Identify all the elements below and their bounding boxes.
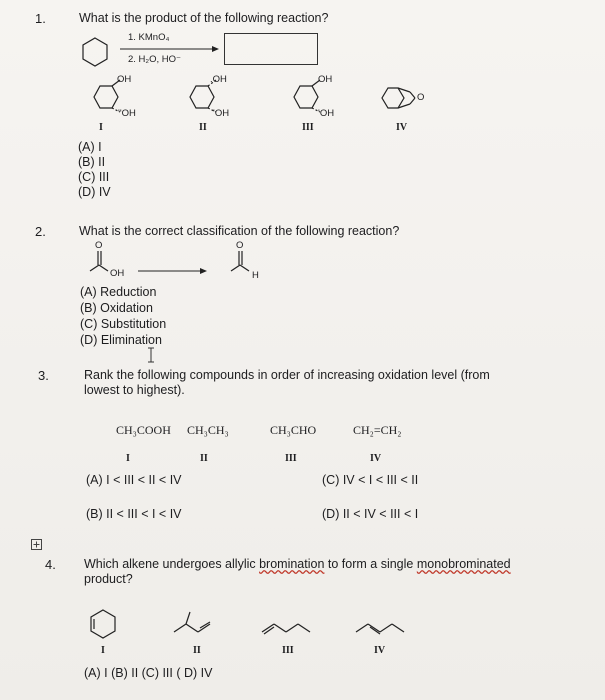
q1-number: 1. [35, 11, 46, 26]
q4-structure-1 [88, 608, 118, 640]
q4-roman-4: IV [374, 645, 386, 656]
q4-options[interactable]: (A) I (B) II (C) III ( D) IV [84, 666, 213, 680]
q1-question: What is the product of the following reaction? [79, 11, 329, 25]
q1-structure-1-oh-bottom: ''OH [118, 108, 136, 119]
q1-structure-1-oh-top: OH [117, 74, 132, 85]
q4-question-mid: to form a single [324, 557, 417, 571]
q2-option-a[interactable]: (A) Reduction [80, 285, 157, 299]
q4-number: 4. [45, 557, 56, 572]
q4-word-monobrominated: monobrominated [416, 557, 511, 571]
q2-left-oh: OH [110, 268, 125, 279]
q4-structure-4 [354, 618, 418, 636]
q4-structure-3 [260, 618, 324, 636]
q3-question-line1: Rank the following compounds in order of increasing oxidation level (from [84, 368, 490, 382]
q1-option-d[interactable]: (D) IV [78, 185, 111, 199]
q2-left-oxygen: O [95, 240, 103, 251]
q1-structure-2-oh-top: .OH [210, 74, 227, 85]
add-comment-icon[interactable] [31, 539, 42, 550]
q2-right-h: H [252, 270, 259, 281]
q3-roman-1: I [126, 453, 130, 464]
q4-roman-2: II [193, 645, 201, 656]
q1-option-b[interactable]: (B) II [78, 155, 106, 169]
q3-compound-1: CH₃COOH [116, 423, 171, 437]
q1-roman-1: I [99, 122, 103, 133]
q1-reagent-2: 2. H₂O, HO⁻ [128, 54, 182, 65]
q1-roman-3: III [302, 122, 314, 133]
q1-reagent-1: 1. KMnO₄ [128, 32, 170, 43]
q1-answer-box[interactable] [224, 33, 318, 65]
q4-structure-2 [172, 612, 222, 636]
q2-question: What is the correct classification of the following reaction? [79, 224, 400, 238]
q2-number: 2. [35, 224, 46, 239]
q4-roman-3: III [282, 645, 294, 656]
q3-option-d[interactable]: (D) II < IV < III < I [322, 507, 419, 521]
q2-option-b[interactable]: (B) Oxidation [80, 301, 153, 315]
q1-structure-2-oh-bottom: 'OH [213, 108, 230, 119]
q2-reaction-arrow [138, 267, 208, 275]
q1-structure-3-oh-bottom: 'OH [318, 108, 335, 119]
q2-option-c[interactable]: (C) Substitution [80, 317, 167, 331]
q1-roman-2: II [199, 122, 207, 133]
q3-option-b[interactable]: (B) II < III < I < IV [86, 507, 182, 521]
q1-option-a[interactable]: (A) I [78, 140, 102, 154]
q3-compound-3: CH₃CHO [270, 423, 317, 437]
q1-reactant-cyclohexene [80, 36, 110, 68]
q4-roman-1: I [101, 645, 105, 656]
q1-option-c[interactable]: (C) III [78, 170, 110, 184]
q4-question-line2: product? [84, 572, 133, 586]
q3-compound-4: CH₂=CH₂ [353, 423, 402, 437]
q4-question-line1 [84, 557, 511, 571]
text-cursor-icon [146, 346, 156, 364]
q2-option-d[interactable]: (D) Elimination [80, 333, 162, 347]
q3-option-a[interactable]: (A) I < III < II < IV [86, 473, 182, 487]
q3-number: 3. [38, 368, 49, 383]
q3-roman-2: II [200, 453, 208, 464]
q1-reaction-arrow [120, 46, 220, 54]
q2-right-oxygen: O [236, 240, 244, 251]
q3-roman-4: IV [370, 453, 382, 464]
q4-word-bromination: bromination [259, 557, 325, 571]
q4-question-pre: Which alkene undergoes allylic [84, 557, 260, 571]
q3-roman-3: III [285, 453, 297, 464]
q1-structure-4-o: O [417, 92, 425, 103]
q3-question-line2: lowest to highest). [84, 383, 185, 397]
q1-structure-3-oh-top: OH [318, 74, 333, 85]
q3-compound-2: CH₃CH₃ [187, 423, 229, 437]
q3-option-c[interactable]: (C) IV < I < III < II [322, 473, 419, 487]
q1-roman-4: IV [396, 122, 408, 133]
